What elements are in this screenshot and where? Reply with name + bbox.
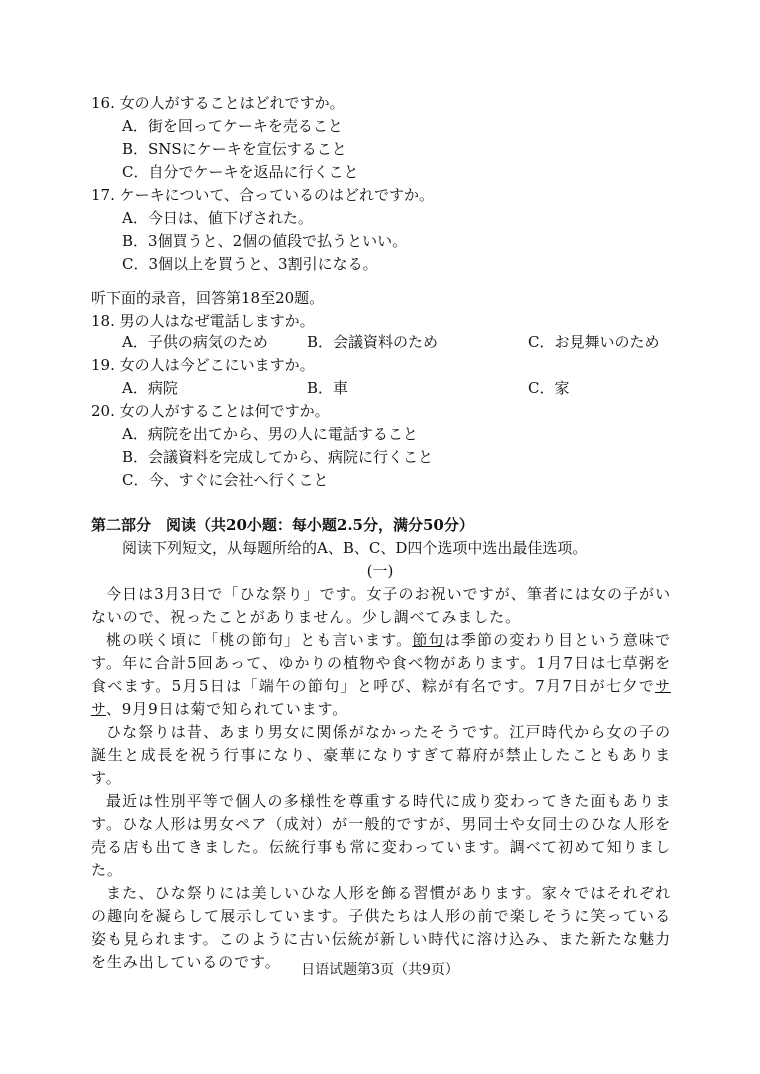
- option-19a: A．病院: [122, 379, 178, 397]
- passage-paragraph-4: 最近は性別平等で個人の多様性を尊重する時代に成り変わってきた面もあります。ひな人形は男女ペア（成対）が一般的ですが、男同士や女同士のひな人形を売る店も出てきました。伝統行事も常に変わっています。調べて初めて知りました。: [91, 792, 671, 879]
- passage-paragraph-1: 今日は3月3日で「ひな祭り」です。女子のお祝いですが、筆者には女の子がいないので、祝ったことがありません。少し調べてみました。: [91, 585, 671, 626]
- option-16c: C．自分でケーキを返品に行くこと: [122, 163, 359, 181]
- option-18a: A．子供の病気のため: [122, 333, 268, 351]
- option-18c: C．お見舞いのため: [528, 333, 660, 351]
- option-16a: A．街を回ってケーキを売ること: [122, 117, 343, 135]
- question-text: 男の人はなぜ電話しますか。: [119, 312, 315, 330]
- option-19b: B．車: [307, 379, 349, 397]
- passage-paragraph-2: 桃の咲く頃に「桃の節句」とも言います。節句は季節の変わり目という意味です。年に合計5回あって、ゆかりの植物や食べ物があります。1月7日は七草粥を食べます。5月5日は「端午の節句」と呼び、粽が有名です。7月7日が七夕でササ、9月9日は菊で知られています。: [91, 631, 671, 718]
- section-instruction: 阅读下列短文，从每题所给的A、B、C、D四个选项中选出最佳选项。: [122, 539, 588, 557]
- underlined-word-sasa: ササ: [91, 677, 671, 718]
- passage-number: (一): [366, 562, 394, 580]
- option-20c: C．今、すぐに会社へ行くこと: [122, 471, 329, 489]
- question-text: 女の人がすることはどれですか。: [119, 94, 345, 112]
- option-18b: B．会議資料のため: [307, 333, 439, 351]
- question-text: ケーキについて、合っているのはどれですか。: [119, 186, 435, 204]
- option-20a: A．病院を出てから、男の人に電話すること: [122, 425, 418, 443]
- question-number: 19.: [91, 356, 115, 374]
- question-number: 16.: [91, 94, 115, 112]
- option-17b: B．3個買うと、2個の値段で払うといい。: [122, 232, 408, 250]
- question-18: [91, 310, 315, 333]
- section-title: 第二部分 阅读（共20小题：每小题2.5分，满分50分）: [91, 516, 474, 534]
- question-20: [91, 400, 330, 423]
- question-text: 女の人は今どこにいますか。: [119, 356, 315, 374]
- question-19: [91, 354, 315, 377]
- option-17a: A．今日は、値下げされた。: [122, 209, 313, 227]
- passage-paragraph-3: ひな祭りは昔、あまり男女に関係がなかったそうです。江戸時代から女の子の誕生と成長を祝う行事になり、豪華になりすぎて幕府が禁止したこともあります。: [91, 723, 671, 787]
- passage-paragraph-5: また、ひな祭りには美しいひな人形を飾る習慣があります。家々ではそれぞれの趣向を凝らして展示しています。子供たちは人形の前で楽しそうに笑っている姿も見られます。このように古い伝統が新しい時代に溶け込み、また新たな魅力を生み出しているのです。: [91, 884, 671, 971]
- question-number: 20.: [91, 402, 115, 420]
- question-17: [91, 184, 434, 207]
- option-20b: B．会議資料を完成してから、病院に行くこと: [122, 448, 434, 466]
- option-19c: C．家: [528, 379, 570, 397]
- question-number: 18.: [91, 312, 115, 330]
- question-number: 17.: [91, 186, 115, 204]
- question-text: 女の人がすることは何ですか。: [119, 402, 330, 420]
- page-footer: 日语试题第3页（共9页）: [301, 962, 459, 978]
- reading-passage: [91, 583, 671, 974]
- option-16b: B．SNSにケーキを宣伝すること: [122, 140, 347, 158]
- underlined-word-sekku: 節句: [412, 631, 445, 649]
- listen-instruction: 听下面的录音，回答第18至20题。: [91, 289, 325, 307]
- option-17c: C．3個以上を買うと、3割引になる。: [122, 255, 378, 273]
- question-16: [91, 92, 345, 115]
